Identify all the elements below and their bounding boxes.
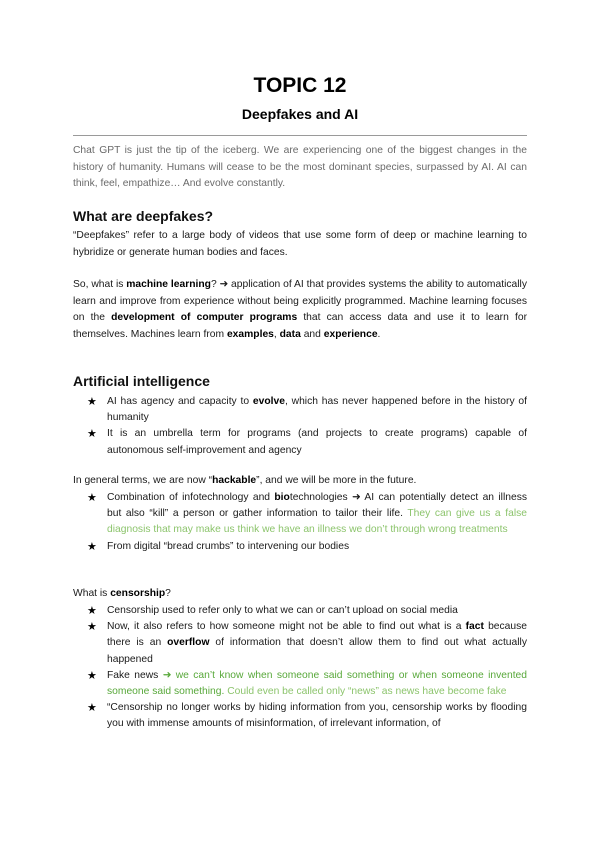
text-run: It is an umbrella term for programs (and projects to create programs) capable of autonomous self-improvement and agency	[107, 428, 527, 456]
light-green-note: Could even be called only “news” as news have become fake	[224, 686, 507, 698]
green-note: They can give us a false diagnosis that may make us think we have an illness we don’t through wrong treatments	[107, 508, 527, 536]
list-item	[85, 490, 527, 539]
green-note: ➜ we can’t know when someone said something or when someone invented someone said something.	[107, 669, 528, 698]
text-run: and	[300, 328, 324, 340]
text-run: Combination of infotechnology and	[107, 492, 275, 503]
text-run: , which has never happened before in the history of humanity	[107, 396, 527, 424]
hackable-paragraph	[73, 473, 527, 490]
page-title: TOPIC 12	[253, 74, 347, 97]
star-icon: ★	[87, 428, 97, 441]
star-icon: ★	[87, 621, 97, 634]
text-run: technologies ➜ AI can potentially detect an illness but also “kill” a person or gather information to tailor their life.	[107, 492, 527, 520]
list-item	[85, 619, 527, 668]
text-run: ”, and we will be more in the future.	[256, 475, 417, 486]
text-run: What is	[73, 588, 111, 599]
text-run: that can access data and use it to learn for themselves. Machines learn from	[73, 312, 527, 340]
page-subtitle: Deepfakes and AI	[241, 106, 359, 122]
text-run: ? ➜ application of AI that provides systems the ability to automatically learn and improve from experience without being explicitly programmed. Machine learning focuses on the	[73, 279, 527, 323]
list-item	[85, 539, 527, 555]
term-examples: examples	[226, 328, 274, 340]
text-run: Fake news	[107, 669, 163, 681]
censorship-bullet-list	[85, 603, 527, 733]
term-experience: experience	[323, 328, 378, 340]
term-bio: bio	[274, 492, 290, 503]
section-heading-deepfakes: What are deepfakes?	[73, 208, 214, 224]
star-icon: ★	[87, 605, 97, 617]
text-run: From digital “bread crumbs” to intervening our bodies	[107, 540, 350, 552]
text-run: Now, it also refers to how someone might not be able to find out what is a	[107, 621, 466, 633]
text-run: In general terms, we are now “	[73, 475, 213, 486]
text-run: .	[377, 328, 381, 340]
list-item	[85, 426, 527, 458]
text-run: of information that doesn’t allow them to find out what actually happened	[107, 637, 527, 665]
machine-learning-paragraph	[73, 277, 527, 343]
text-run: ?	[165, 588, 171, 599]
star-icon: ★	[87, 669, 97, 682]
list-item	[85, 668, 527, 700]
list-item	[85, 603, 527, 619]
list-item	[85, 394, 527, 426]
term-development: development of computer programs	[111, 312, 298, 323]
ai-bullet-list	[85, 394, 527, 459]
text-run: ,	[273, 328, 280, 340]
star-icon: ★	[87, 702, 97, 715]
star-icon: ★	[87, 396, 97, 408]
deepfakes-definition: “Deepfakes” refer to a large body of videos that use some form of deep or machine learning to hybridize or generate human bodies and faces.	[73, 230, 527, 258]
term-machine-learning: machine learning	[126, 279, 211, 290]
text-run: Censorship used to refer only to what we can or can’t upload on social media	[107, 605, 458, 616]
term-censorship: censorship	[110, 588, 166, 599]
text-run: AI has agency and capacity to	[107, 396, 253, 407]
list-item	[85, 700, 527, 732]
term-hackable: hackable	[212, 475, 257, 486]
section-heading-ai: Artificial intelligence	[73, 373, 210, 389]
censorship-question	[73, 586, 527, 603]
star-icon: ★	[87, 492, 97, 504]
text-run: “Censorship no longer works by hiding information from you, censorship works by flooding you with immense amounts of misinformation, of irrelevant information, of	[107, 702, 527, 730]
term-evolve: evolve	[252, 396, 285, 407]
star-icon: ★	[87, 540, 97, 553]
term-data: data	[279, 328, 301, 340]
text-run: So, what is	[73, 279, 127, 290]
text-run: because there is an	[107, 621, 527, 649]
hackable-bullet-list	[85, 490, 527, 555]
term-fact: fact	[465, 621, 484, 633]
term-overflow: overflow	[167, 637, 210, 649]
divider	[73, 135, 527, 136]
intro-paragraph: Chat GPT is just the tip of the iceberg. We are experiencing one of the biggest changes in the history of humanity. Humans will cease to be the most dominant species, surpassed by AI. AI can think, feel, empathize… And evolve constantly.	[73, 145, 527, 189]
